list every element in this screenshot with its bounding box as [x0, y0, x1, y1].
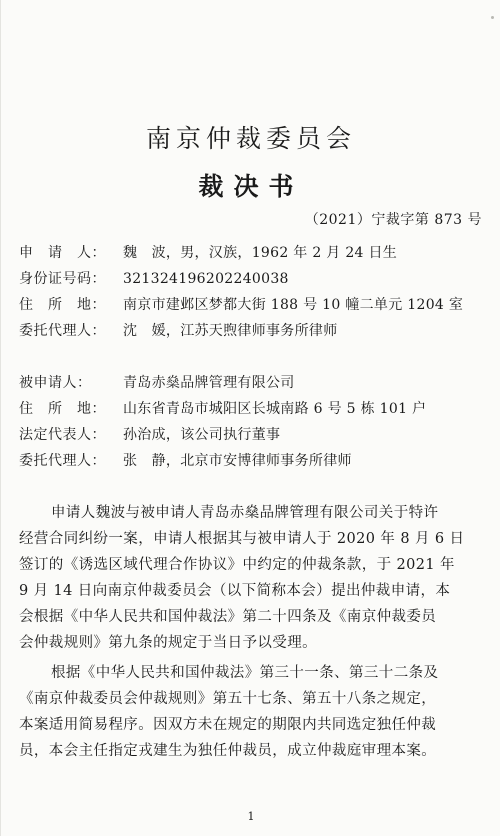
party-label: 被申请人：	[19, 375, 92, 391]
applicant-id-row	[19, 266, 489, 292]
party-value: 山东省青岛市城阳区长城南路 6 号 5 栋 101 户	[123, 401, 427, 417]
paragraph-acceptance	[19, 500, 489, 656]
party-value: 魏 波，男，汉族，1962 年 2 月 24 日生	[123, 245, 398, 261]
applicant-agent-row	[19, 318, 489, 344]
respondent-legal-rep-row	[19, 422, 489, 448]
paragraph-line: 《南京仲裁委员会仲裁规则》第五十七条、第五十八条之规定，	[19, 691, 437, 707]
paragraph-line: 会仲裁规则》第九条的规定于当日予以受理。	[19, 635, 317, 651]
body-text	[19, 500, 489, 764]
scan-dot	[491, 16, 494, 19]
respondent-name-row	[19, 370, 489, 396]
party-label: 住 所 地：	[19, 297, 106, 313]
organization-title: 南京仲裁委员会	[145, 124, 356, 153]
party-value: 张 静，北京市安博律师事务所律师	[123, 453, 352, 469]
party-label: 住 所 地：	[19, 401, 106, 417]
case-number: （2021）宁裁字第 873 号	[304, 212, 482, 228]
respondent-address-row	[19, 396, 489, 422]
party-label: 申 请 人：	[19, 245, 106, 261]
paragraph-procedure	[19, 660, 489, 764]
paragraph-line: 申请人魏波与被申请人青岛赤燊品牌管理有限公司关于特许	[51, 505, 439, 521]
applicant-name-row	[19, 240, 489, 266]
paragraph-line: 员，本会主任指定戎建生为独任仲裁员，成立仲裁庭审理本案。	[19, 743, 437, 759]
paragraph-line: 根据《中华人民共和国仲裁法》第三十一条、第三十二条及	[51, 665, 439, 681]
page-number: 1	[247, 810, 255, 823]
party-value: 孙治成，该公司执行董事	[123, 427, 281, 443]
paragraph-line: 本案适用简易程序。因双方未在规定的期限内共同选定独任仲裁	[19, 717, 437, 733]
respondent-info	[19, 370, 489, 474]
party-label: 委托代理人：	[19, 453, 106, 469]
party-label: 法定代表人：	[19, 427, 106, 443]
paragraph-line: 9 月 14 日向南京仲裁委员会（以下简称本会）提出仲裁申请，本	[19, 583, 451, 599]
applicant-info	[19, 240, 489, 344]
paragraph-line: 会根据《中华人民共和国仲裁法》第二十四条及《南京仲裁委员	[19, 609, 437, 625]
applicant-address-row	[19, 292, 489, 318]
document-title: 裁决书	[198, 172, 304, 201]
party-label: 委托代理人：	[19, 323, 106, 339]
paragraph-line: 签订的《诱选区域代理合作协议》中约定的仲裁条款，于 2021 年	[19, 557, 455, 573]
party-value: 南京市建邺区梦都大街 188 号 10 幢二单元 1204 室	[123, 297, 464, 313]
party-label: 身份证号码：	[19, 271, 106, 287]
respondent-agent-row	[19, 448, 489, 474]
paragraph-line: 经营合同纠纷一案，申请人根据其与被申请人于 2020 年 8 月 6 日	[19, 531, 465, 547]
party-value: 沈 媛，江苏天煦律师事务所律师	[123, 323, 338, 339]
party-value: 321324196202240038	[123, 271, 289, 287]
party-value: 青岛赤燊品牌管理有限公司	[123, 375, 295, 391]
